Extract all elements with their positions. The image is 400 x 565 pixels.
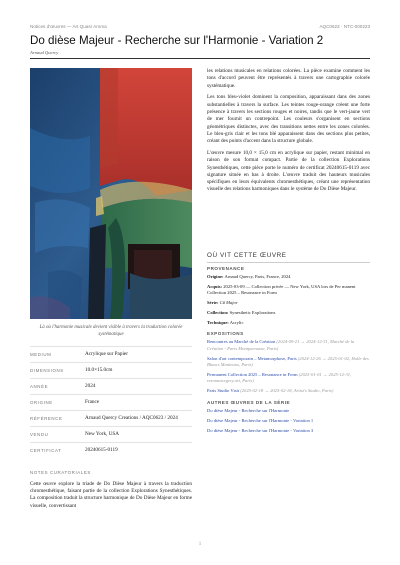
spec-row-medium — [30, 346, 192, 362]
spec-label: DIMENSIONS — [30, 368, 64, 373]
origin-label: Origine: — [207, 274, 224, 279]
series-work-link[interactable]: Do dièse Majeur - Recherche sur l'Harmonie - Variation 3 — [207, 427, 314, 433]
where-heading: OÙ VIT CETTE ŒUVRE — [207, 252, 287, 259]
spec-value: Arnaud Quercy Creations / AQC0623 / 2024 — [85, 415, 178, 421]
series-label: Série: — [207, 300, 219, 306]
exhibition-detail: (2024-09-21 → 2024-12-31, Marché de la Création - Paris Montparnasse, Paris) — [207, 339, 355, 351]
title-divider — [30, 58, 370, 59]
spec-value: New York, USA — [85, 431, 120, 437]
description-paragraph: L'œuvre mesure 10,0 × 15,0 cm en acrylique sur papier, restant minimal en raison de son format compact. Partie de la collection Explorations Synesthétiques, cette pièce porte le numéro de certificat 20240615-0119 avec signature située en bas à droite. L'œuvre traduit des hauteurs musicales spécifiques en leurs équivalents chromesthétiques, créant une représentation visuelle des relations harmoniques dans le système de Do Dièse Majeur. — [207, 149, 370, 193]
reference-code: AQC0623 · NTC-000223 — [319, 24, 370, 29]
spec-row-certificate — [30, 442, 192, 458]
exhibition-item — [207, 339, 370, 352]
exhibition-item — [207, 372, 370, 385]
provenance-acquired — [207, 284, 370, 297]
exhibition-detail: (2025-01-01 → 2025-12-31, resonancegrey.art, Paris) — [207, 372, 352, 384]
provenance-section — [207, 266, 370, 438]
spec-label: VENDU — [30, 432, 49, 437]
provenance-label: PROVENANCE — [207, 266, 245, 271]
spec-label: MEDIUM — [30, 352, 52, 357]
top-bar — [30, 24, 370, 29]
provenance-series — [207, 300, 370, 306]
spec-value: 20240615-0119 — [85, 447, 118, 453]
description-paragraph: les relations musicales en relations colorées. La pièce examine comment les tons d'accord peuvent être représentés à travers une cartographie colorée systématique. — [207, 68, 370, 89]
description-paragraph: Les tons bleu-violet dominent la composition, apparaissant dans des zones substantielles à travers la surface. Les teintes rouge-orange créent une forte présence à travers les sections rouges et noires, tandis que le vert-jaune vert de mer fournit un contrepoint. Les couleurs s'organisent en sections géométriques distinctes, avec des transitions nettes entre les zones colorées. Le bleu-gris clair et les tons blé apparaissent dans des sections plus petites, créant des points d'accent dans la structure globale. — [207, 94, 370, 145]
spec-label: ANNÉE — [30, 384, 49, 389]
spec-value: 2024 — [85, 383, 96, 389]
spec-label: RÉFÉRENCE — [30, 416, 63, 421]
exhibition-link[interactable]: Rencontres au Marché de la Création — [207, 339, 276, 345]
spec-value: France — [85, 399, 100, 405]
spec-value: 10.0×15.0cm — [85, 367, 113, 373]
specs-table — [30, 346, 192, 458]
spec-row-dimensions — [30, 362, 192, 378]
exhibitions-label: EXPOSITIONS — [207, 331, 244, 337]
description-column — [207, 68, 370, 198]
series-value: C# Major — [219, 300, 238, 306]
spec-row-origin — [30, 394, 192, 410]
artwork-image — [30, 68, 192, 319]
exhibition-link[interactable]: Permanent Collection 2025 – Resonance in Form — [207, 372, 298, 378]
collection-label: Collection: — [207, 310, 229, 316]
exhibition-link[interactable]: Paris Studio Visit — [207, 388, 240, 394]
spec-value: Acrylique sur Papier — [85, 351, 128, 357]
where-divider — [207, 262, 370, 263]
provenance-technique — [207, 320, 370, 326]
series-work-link[interactable]: Do dièse Majeur - Recherche sur l'Harmonie - Variation 1 — [207, 417, 314, 423]
spec-label: ORIGINE — [30, 400, 53, 405]
notes-text: Cette œuvre explore la triade de Do Dièse Majeur à travers la traduction chromesthétique, faisant partie de la collection Explorations Synesthétiques. La composition traduit la structure harmonique de Do Dièse Majeur en forme visuelle, convertissant — [30, 481, 192, 509]
page-title: Do dièse Majeur - Recherche sur l'Harmonie - Variation 2 — [30, 34, 324, 47]
notes-heading: NOTES CURATORIALES — [30, 470, 91, 475]
other-works-label: AUTRES ŒUVRES DE LA SÉRIE — [207, 399, 291, 405]
technique-label: Technique: — [207, 320, 229, 326]
exhibition-item — [207, 356, 370, 369]
spec-label: CERTIFICAT — [30, 448, 62, 453]
technique-value: Acrylic — [229, 320, 244, 326]
artist-name: Arnaud Quercy — [30, 50, 59, 55]
exhibition-detail: (2024-12-26 → 2025-01-02, Halle des Blancs Manteaux, Paris) — [207, 355, 369, 368]
spec-row-sold — [30, 426, 192, 442]
origin-value: Arnaud Quercy, Paris, France, 2024 — [224, 274, 291, 279]
spec-row-reference — [30, 410, 192, 426]
acquired-label: Acquis: — [207, 283, 223, 289]
acquired-value: 2025-03-09 — Collection privée — New York, USA lors de Per manent Collection 2025 – Resonance in Form — [207, 283, 356, 296]
exhibition-detail: (2025-02-18 → 2025-02-18, Artist's Studio, Paris) — [240, 388, 334, 394]
exhibition-link[interactable]: Salon d'art contemporain – Metamorphose, Paris — [207, 355, 297, 361]
collection-value: Synesthetic Explorations — [229, 310, 276, 316]
breadcrumb: Notices d'œuvres — Art Quasr Aroma — [30, 24, 107, 29]
exhibition-item — [207, 388, 370, 394]
image-caption: Là où l'harmonie musicale devient visible à travers la traduction colorée systématique — [39, 325, 183, 337]
series-work-link[interactable]: Do dièse Majeur - Recherche sur l'Harmonie — [207, 407, 290, 413]
spec-row-year — [30, 378, 192, 394]
provenance-collection — [207, 310, 370, 316]
page-number: 1 — [198, 542, 202, 547]
provenance-origin — [207, 274, 370, 280]
